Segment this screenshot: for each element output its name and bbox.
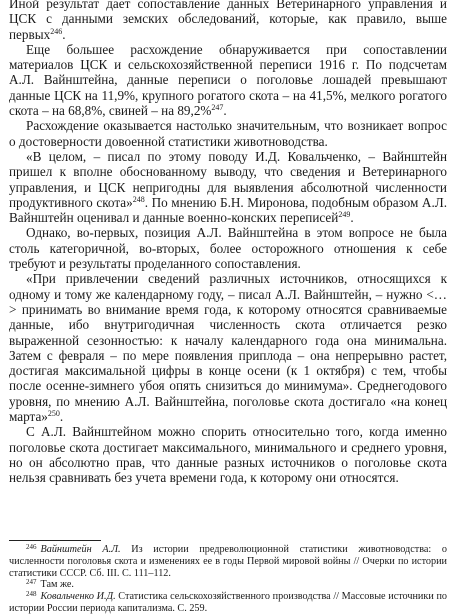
footnote-divider (9, 540, 101, 541)
paragraph: Иной результат дает сопоставление данных Ветеринарного управления и ЦСК с данными земских обследований, которые, как правило, выше первых$^{246}$. (9, 0, 447, 42)
quote-paragraph: «При привлечении сведений различных источников, относящихся к одному и тому же календарному году, – писал А.Л. Вайнштейн, – нужно <…> принимать во внимание время года, к которому относятся сравниваемые данные, ибо внутригодичная численность скота отличается резко выраженной сезонностью: к началу календарного года она минимальна. Затем с февраля – по мере появления приплода – она непрерывно растет, достигая максимальной цифры в конце осени (к 1 октября) с тем, чтобы после осенне-зимнего убоя опять снизиться до минимума». Среднегодового уровня, по мнению А.Л. Вайнштейна, поголовье скота достигало «на конец марта»$^{250}$. (9, 271, 447, 425)
footnote (9, 579, 447, 591)
quote-paragraph: «В целом, – писал по этому поводу И.Д. Ковальченко, – Вайнштейн пришел к вполне обоснованному выводу, что сведения и Ветеринарного управления, и ЦСК непригодны для выявления абсолютной численности продуктивного скота»$^{248}$. По мнению Б.Н. Миронова, подобным образом А.Л. Вайнштейн оценивал и данные военно-конских переписей$^{249}$. (9, 148, 447, 226)
footnote-author: Ковальченко И.Д. (40, 591, 116, 603)
footnote-number: 247 (26, 578, 37, 587)
footnote-ref[interactable]: 247 (211, 103, 224, 113)
footnote-ref[interactable]: 249 (338, 210, 351, 220)
footnotes (9, 544, 447, 615)
footnote (9, 544, 447, 579)
footnote-text: Там же. (40, 579, 74, 591)
footnote-ref[interactable]: 246 (50, 26, 63, 36)
paragraph: Однако, во-первых, позиция А.Л. Вайнштейна в этом вопросе не была столь категоричной, во-вторых, более осторожного отношения к себе требуют и результаты проделанного сопоставления. (9, 225, 447, 272)
main-text (9, 0, 447, 486)
footnote-text: Из истории предреволюционной статистики животноводства: о численности поголовья скота и изменениях ее в годы Первой мировой войны // Очерки по истории статистики СССР. Сб. III. С. 111–112. (9, 544, 448, 579)
paragraph: Еще большее расхождение обнаруживается при сопоставлении материалов ЦСК и сельскохозяйственной переписи 1916 г. По подсчетам А.Л. Вайнштейна, данные переписи о поголовье лошадей превышают данные ЦСК на 11,9%, крупного рогатого скота – на 41,5%, мелкого рогатого скота – на 68,8%, свиней – на 89,2%$^{247}$. (9, 41, 447, 119)
footnote-ref[interactable]: 248 (132, 194, 145, 204)
paragraph: С А.Л. Вайнштейном можно спорить относительно того, когда именно поголовье скота достигает максимального, минимального и среднего уровня, но он абсолютно прав, что данные разных источников о поголовье скота нельзя сравнивать без учета времени года, к которому они относятся. (9, 424, 447, 486)
footnote-number: 246 (26, 543, 37, 551)
footnote-number: 248 (26, 590, 37, 599)
paragraph: Расхождение оказывается настолько значительным, что возникает вопрос о достоверности довоенной статистики животноводства. (9, 118, 447, 149)
footnote-ref[interactable]: 250 (47, 409, 60, 419)
footnote-text: Статистика сельскохозяйственного производства // Массовые источники по истории России периода капитализма. С. 259. (9, 591, 448, 614)
footnote-author: Вайнштейн А.Л. (40, 544, 121, 555)
footnote (9, 591, 447, 615)
